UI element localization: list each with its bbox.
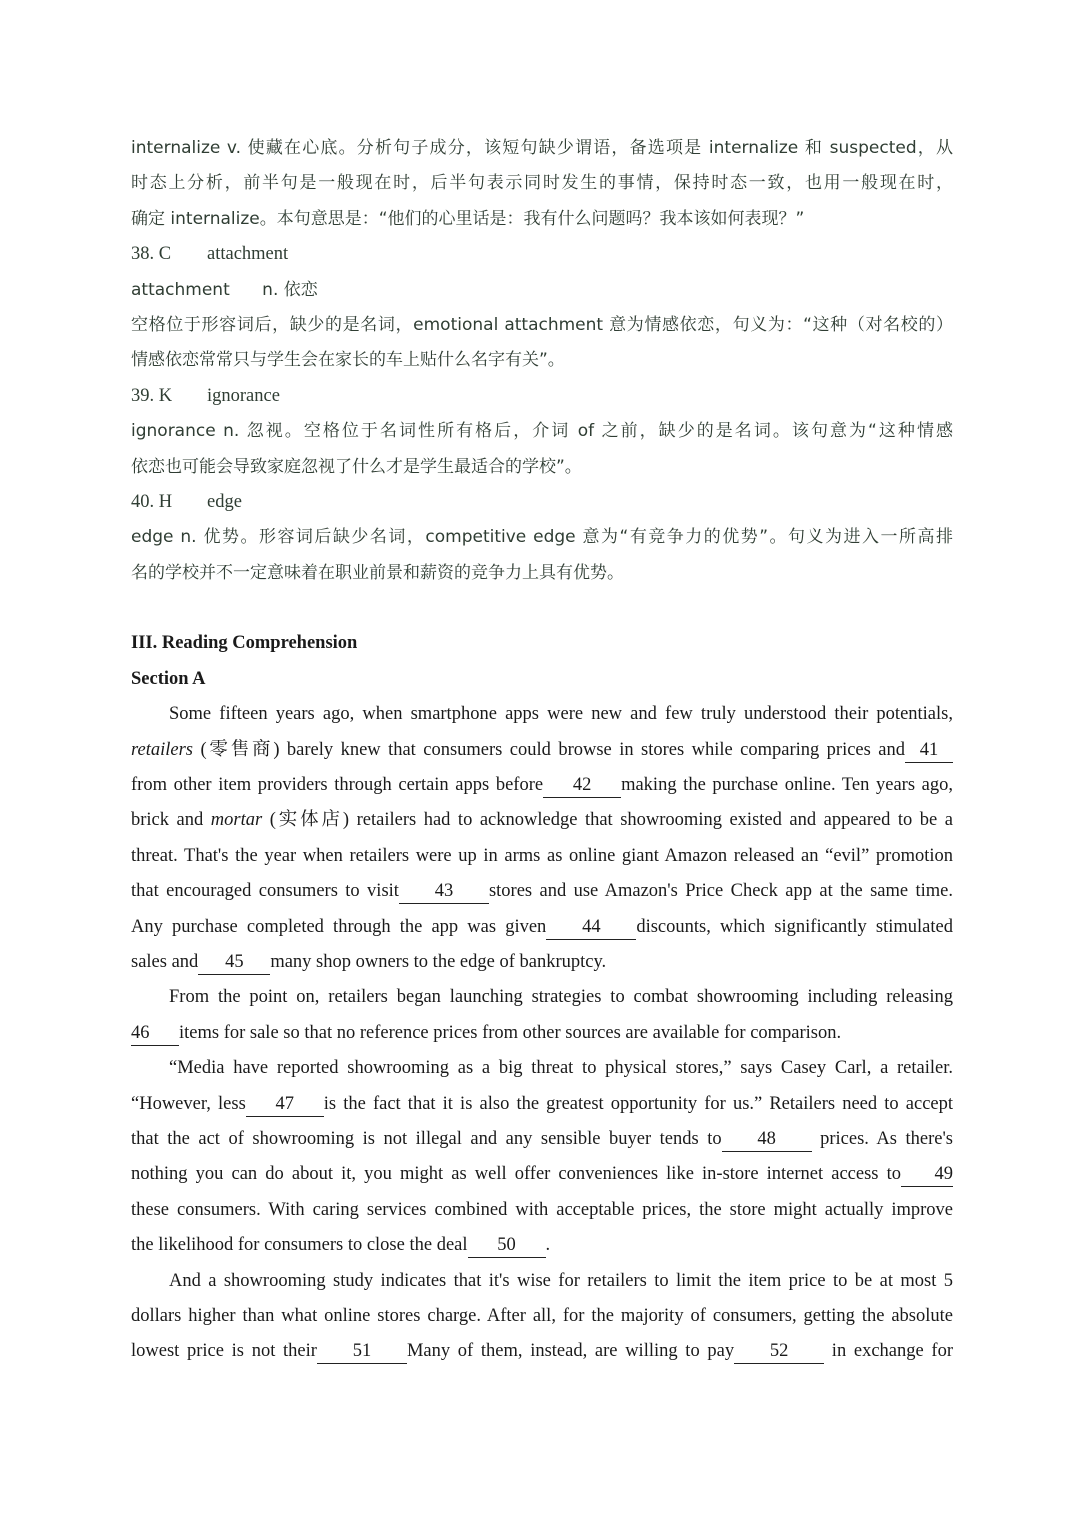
passage-text: lowest price is not their: [131, 1341, 317, 1362]
passage-text: is the fact that it is also the greatest opportunity for us.” Retailers need to accept: [323, 1093, 953, 1114]
passage-p1-line-2: [131, 733, 953, 768]
q39-explanation-line-1: ignorance n. 忽视。空格位于名词性所有格后，介词 of 之前，缺少的是名词。该句意为“这种情感: [131, 421, 953, 442]
blank-52[interactable]: 52: [734, 1340, 824, 1364]
blank-46[interactable]: 46: [131, 1022, 179, 1046]
passage-p4-line-2: dollars higher than what online stores charge. After all, for the majority of consumers, getting the absolute: [131, 1305, 953, 1326]
blank-51[interactable]: 51: [317, 1340, 407, 1364]
passage-text: prices. As there's: [811, 1128, 953, 1149]
q39-answer: [131, 379, 953, 414]
page-content: [131, 131, 953, 1370]
passage-text: (零售商) barely knew that consumers could browse in stores while comparing prices and: [193, 739, 905, 760]
passage-text: (实体店) retailers had to acknowledge that showrooming existed and appeared to be a: [262, 810, 953, 831]
passage-p3-line-3: [131, 1122, 953, 1157]
blank-43[interactable]: 43: [399, 880, 489, 904]
q38-explanation-line-1: 空格位于形容词后，缺少的是名词，emotional attachment 意为情感依恋，句义为：“这种（对名校的）: [131, 314, 953, 335]
passage-p1-line-1: Some fifteen years ago, when smartphone apps were new and few truly understood their potentials,: [169, 704, 953, 725]
passage-p4-line-1: And a showrooming study indicates that it's wise for retailers to limit the item price to be at most 5: [169, 1270, 953, 1291]
spacer: [131, 591, 953, 626]
passage-text: sales and: [131, 951, 199, 972]
passage-text: .: [545, 1235, 551, 1256]
passage-p1-line-8: [131, 945, 953, 980]
q40-answer: [131, 485, 953, 520]
q37-explanation-line-3: 确定 internalize。本句意思是：“他们的心里话是：我有什么问题吗？我本该如何表现？”: [131, 208, 805, 229]
passage-p2-line-1: From the point on, retailers began launching strategies to combat showrooming including releasing: [169, 987, 953, 1008]
passage-text: stores and use Amazon's Price Check app at the same time.: [488, 881, 953, 902]
q38-word: attachment: [207, 244, 289, 265]
q40-explanation-line-1: edge n. 优势。形容词后缺少名词，competitive edge 意为“有竞争力的优势”。句义为进入一所高排: [131, 527, 953, 548]
subsection-title: Section A: [131, 668, 206, 689]
passage-text: from other item providers through certain apps before: [131, 775, 544, 796]
passage-text: many shop owners to the edge of bankruptcy.: [270, 951, 607, 972]
italic-term-retailers: retailers: [131, 739, 194, 760]
q37-explanation-line-2: 时态上分析，前半句是一般现在时，后半句表示同时发生的事情，保持时态一致，也用一般现在时，: [131, 173, 953, 194]
blank-41[interactable]: 41: [905, 739, 953, 763]
italic-term-mortar: mortar: [210, 810, 263, 831]
passage-p2-line-2: [131, 1016, 953, 1051]
passage-text: the likelihood for consumers to close the deal: [131, 1235, 468, 1256]
q39-number: 39. K: [131, 385, 173, 406]
q40-word: edge: [207, 491, 242, 512]
passage-text: in exchange for: [824, 1341, 953, 1362]
passage-text: making the purchase online. Ten years ago,: [621, 775, 953, 796]
q38-number: 38. C: [131, 244, 172, 265]
passage-p1-line-7: [131, 910, 953, 945]
passage-p1-line-5: threat. That's the year when retailers were up in arms as online giant Amazon released an “evil” promotion: [131, 845, 953, 866]
passage-text: that encouraged consumers to visit: [131, 881, 399, 902]
section-title: III. Reading Comprehension: [131, 633, 358, 654]
blank-42[interactable]: 42: [543, 774, 621, 798]
passage-text: brick and: [131, 810, 211, 831]
passage-p1-line-6: [131, 874, 953, 909]
q40-number: 40. H: [131, 491, 173, 512]
q38-answer: [131, 237, 953, 272]
passage-p3-line-5: these consumers. With caring services combined with acceptable prices, the store might actually improve: [131, 1199, 953, 1220]
passage-text: “However, less: [131, 1093, 246, 1114]
passage-text: Many of them, instead, are willing to pay: [406, 1341, 735, 1362]
q40-explanation-line-2: 名的学校并不一定意味着在职业前景和薪资的竞争力上具有优势。: [131, 562, 624, 583]
blank-44[interactable]: 44: [546, 916, 636, 940]
passage-p3-line-4: [131, 1157, 953, 1192]
passage-text: items for sale so that no reference prices from other sources are available for comparison.: [179, 1022, 842, 1043]
q38-explanation-line-2: 情感依恋常常只与学生会在家长的车上贴什么名字有关”。: [131, 350, 565, 371]
passage-p3-line-1: “Media have reported showrooming as a big threat to physical stores,” says Casey Carl, a retailer.: [169, 1058, 953, 1079]
passage-p3-line-6: [131, 1228, 953, 1263]
passage-p3-line-2: [131, 1087, 953, 1122]
passage-text: nothing you can do about it, you might as well offer conveniences like in-store internet access to: [131, 1164, 901, 1185]
q38-definition: attachment n. 依恋: [131, 279, 318, 300]
blank-50[interactable]: 50: [468, 1234, 546, 1258]
passage-p1-line-4: [131, 803, 953, 838]
q37-explanation-line-1: internalize v. 使藏在心底。分析句子成分，该短句缺少谓语，备选项是 internalize 和 suspected，从: [131, 138, 953, 158]
q39-explanation-line-2: 依恋也可能会导致家庭忽视了什么才是学生最适合的学校”。: [131, 456, 582, 477]
passage-p4-line-3: [131, 1334, 953, 1369]
passage-p1-line-3: [131, 768, 953, 803]
blank-49[interactable]: 49: [901, 1163, 953, 1187]
passage-text: that the act of showrooming is not illegal and any sensible buyer tends to: [131, 1128, 722, 1149]
passage-text: discounts, which significantly stimulated: [636, 916, 953, 937]
q39-word: ignorance: [207, 385, 280, 406]
blank-47[interactable]: 47: [246, 1093, 324, 1117]
blank-45[interactable]: 45: [198, 951, 270, 975]
passage-text: Any purchase completed through the app was given: [131, 916, 547, 937]
blank-48[interactable]: 48: [722, 1128, 812, 1152]
